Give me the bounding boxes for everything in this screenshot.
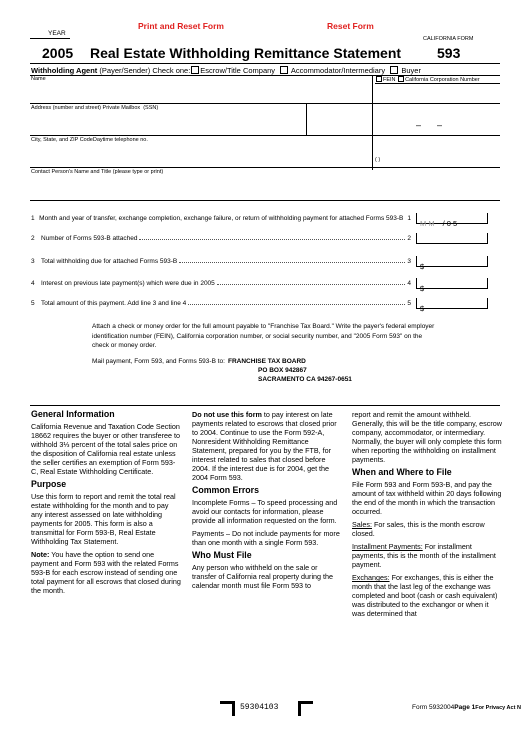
header-rule <box>30 63 500 64</box>
print-reset-button[interactable]: Print and Reset Form <box>138 21 224 31</box>
fein-label: FEIN <box>383 77 396 83</box>
sales-label: Sales: <box>352 520 372 529</box>
line-4-row <box>31 280 411 287</box>
line-text: Interest on previous late payment(s) which were due in 2005 <box>41 280 215 287</box>
year-label: YEAR <box>48 30 66 37</box>
accommodator-option-label: Accommodator/Intermediary <box>290 66 386 75</box>
footer-privacy-note: For Privacy Act N <box>475 705 521 711</box>
line-trail <box>424 262 432 271</box>
ca-corp-checkbox[interactable] <box>398 76 404 82</box>
footer-form-info <box>412 704 521 711</box>
california-form-label: CALIFORNIA FORM <box>423 36 474 42</box>
exchanges-label: Exchanges: <box>352 573 390 582</box>
phone-parens: ( ) <box>375 157 381 163</box>
line-suffix: 4 <box>407 280 411 287</box>
line-trail: / 0 5 <box>442 219 458 228</box>
withholding-agent-row <box>31 66 421 75</box>
line-trail <box>420 239 428 248</box>
address-label: Address (number and street) <box>31 105 102 111</box>
city-phone-row <box>31 137 148 143</box>
line-2-row <box>31 235 411 242</box>
mail-address-line-1: FRANCHISE TAX BOARD <box>228 358 306 365</box>
address-divider <box>306 103 307 135</box>
line-number: 3 <box>31 258 35 265</box>
page-title: Real Estate Withholding Remittance Statement <box>90 45 402 61</box>
installment-label: Installment Payments: <box>352 542 423 551</box>
mail-address-line-3: SACRAMENTO CA 94267-0651 <box>258 376 352 383</box>
incomplete-forms-text: Incomplete Forms – To speed processing and avoid our contacts for information, please provide all information requested on the form. <box>192 498 338 525</box>
instructions-col-2 <box>192 410 342 594</box>
who-must-file-text: Any person who withheld on the sale or transfer of California real property during the calendar month must file Form 593 to <box>192 563 334 590</box>
escrow-option-label: Escrow/Title Company <box>200 66 276 75</box>
general-info-heading: General Information <box>31 409 115 419</box>
line-number: 5 <box>31 300 35 307</box>
city-label: City, State, and ZIP Code <box>31 137 93 143</box>
mail-address-line-2: PO BOX 942867 <box>258 367 307 374</box>
line-number: 2 <box>31 235 35 242</box>
ca-corp-label: California Corporation Number <box>405 77 480 83</box>
buyer-option-label: Buyer <box>401 66 421 75</box>
buyer-checkbox[interactable] <box>390 66 398 74</box>
line-suffix: 2 <box>407 235 411 242</box>
note-paragraph <box>31 550 181 595</box>
sales-paragraph <box>352 520 502 538</box>
form-number: 593 <box>437 45 461 61</box>
scan-mark-right <box>298 701 313 716</box>
line-2-entry[interactable] <box>416 233 488 244</box>
installment-paragraph <box>352 542 502 569</box>
footer-page-label: Page 1 <box>454 704 476 711</box>
pmb-label: Private Mailbox <box>102 105 141 111</box>
when-where-text: File Form 593 and Form 593-B, and pay the amount of tax withheld within 20 days following the end of the month in which the transaction occurred. <box>352 480 502 516</box>
ssn-label: (SSN) <box>143 105 159 111</box>
line-4-entry[interactable] <box>416 278 488 293</box>
line-3-entry[interactable] <box>416 256 488 271</box>
form-year: 2005 <box>42 45 74 61</box>
payments-text: Payments – Do not include payments for more than one month with a single Form 593. <box>192 529 340 547</box>
contact-rule <box>30 200 500 201</box>
line-suffix: 1 <box>407 215 411 222</box>
do-not-use-paragraph <box>192 410 342 482</box>
instructions-rule <box>30 405 500 406</box>
city-line <box>30 167 500 168</box>
line-1-entry[interactable] <box>416 213 488 228</box>
accommodator-checkbox[interactable] <box>280 66 288 74</box>
leader-dots <box>188 304 405 305</box>
line-value: $ <box>420 304 425 313</box>
year-line <box>30 38 70 39</box>
line-suffix: 3 <box>407 258 411 265</box>
leader-dots <box>179 262 405 263</box>
footer-form-label: Form 593 <box>412 704 440 711</box>
reset-button[interactable]: Reset Form <box>327 21 374 31</box>
note-text: You have the option to send one payment and Form 593 with the related Forms 593-B for each escrow instead of sending one total payment for all escrows that closed during the month. <box>31 550 181 595</box>
address-line <box>30 135 500 136</box>
line-value: $ <box>420 284 425 293</box>
line-text: Total withholding due for attached Forms 593-B <box>41 258 178 265</box>
fein-ca-corp-row <box>375 76 480 83</box>
withholding-agent-sublabel: (Payer/Sender) Check one: <box>99 66 191 75</box>
leader-dots <box>217 284 406 285</box>
installment-text: For installment payments, this is the month of the installment payment. <box>352 542 496 569</box>
scan-mark-left <box>220 701 235 716</box>
line-3-row <box>31 258 411 265</box>
instructions-col-3 <box>352 410 502 622</box>
leader-dots <box>139 239 405 240</box>
line-text: Number of Forms 593-B attached <box>41 235 138 242</box>
line-trail <box>424 304 432 313</box>
line-value: M M <box>420 219 435 228</box>
instructions-col-1 <box>31 410 181 599</box>
escrow-checkbox[interactable] <box>191 66 199 74</box>
line-5-entry[interactable] <box>416 298 488 313</box>
name-line <box>30 103 500 104</box>
address-row <box>31 105 158 111</box>
exchanges-text: For exchanges, this is either the month that the last leg of the exchange was completed and boot (cash or cash equivalent) was distributed to the exchangor or when it was determined that <box>352 573 498 618</box>
exchanges-paragraph <box>352 573 502 618</box>
right-column-divider <box>372 75 373 170</box>
attach-note: Attach a check or money order for the full amount payable to "Franchise Tax Board." Write the payer's federal employer identification number (FEIN), California corporation number, or social security number, and "2005 Form 593" on the check or money order. <box>92 323 435 349</box>
withholding-agent-label: Withholding Agent <box>31 66 98 75</box>
sales-text: For sales, this is the month escrow closed. <box>352 520 485 538</box>
purpose-heading: Purpose <box>31 479 67 489</box>
phone-label: Daytime telephone no. <box>92 137 148 143</box>
line-5-row <box>31 300 411 307</box>
line-1-row <box>31 215 411 222</box>
ssn-dash-2: – <box>437 120 443 130</box>
contact-label: Contact Person's Name and Title (please type or print) <box>31 169 164 175</box>
note-label: Note: <box>31 550 50 559</box>
name-label: Name <box>31 76 46 82</box>
footer-form-year: 2004 <box>439 704 455 711</box>
who-must-file-heading: Who Must File <box>192 550 252 560</box>
line-text: Month and year of transfer, exchange completion, exchange failure, or return of withholding payment for attached Forms 593-B <box>39 215 404 222</box>
do-not-use-text: to pay interest on late payments related to escrows that closed prior to 2004. Continue to use the Form 592-A, Nonresident Withholding Remittance Statement, prepared for you by the FTB, for interest related to sales that closed before 2004. If the interest due is for 2004, get the 2004 Form 593. <box>192 410 337 482</box>
line-number: 4 <box>31 280 35 287</box>
barcode-number: 59304103 <box>240 703 279 712</box>
general-info-text: California Revenue and Taxation Code Section 18662 requires the buyer or other transferee to withhold 3⅓ percent of the total sales price on the disposition of California real estate unless the seller certifies an exemption of Form 593-C, Real Estate Withholding Certificate. <box>31 422 181 476</box>
ssn-dash-1: – <box>416 120 422 130</box>
line-trail <box>424 284 432 293</box>
mail-label: Mail payment, Form 593, and Forms 593-B to: <box>92 358 225 365</box>
line-suffix: 5 <box>407 300 411 307</box>
line-text: Total amount of this payment. Add line 3 and line 4 <box>41 300 187 307</box>
who-must-file-continued: report and remit the amount withheld. Generally, this will be the title company, escrow company, accommodator, or intermediary. Normally, the buyer will only complete this form when reporting the withholding on installment payments. <box>352 410 502 464</box>
line-value: $ <box>420 262 425 271</box>
fein-line <box>375 83 500 84</box>
do-not-use-label: Do not use this form <box>192 410 262 419</box>
line-number: 1 <box>31 215 35 222</box>
common-errors-heading: Common Errors <box>192 485 259 495</box>
purpose-text: Use this form to report and remit the total real estate withholding for the month and to pay any interest assessed on late withholding payments for 2005. This form is also a transmittal for Form 593-B, Real Estate Withholding Tax Statement. <box>31 492 176 546</box>
when-where-heading: When and Where to File <box>352 467 452 477</box>
fein-checkbox[interactable] <box>376 76 382 82</box>
